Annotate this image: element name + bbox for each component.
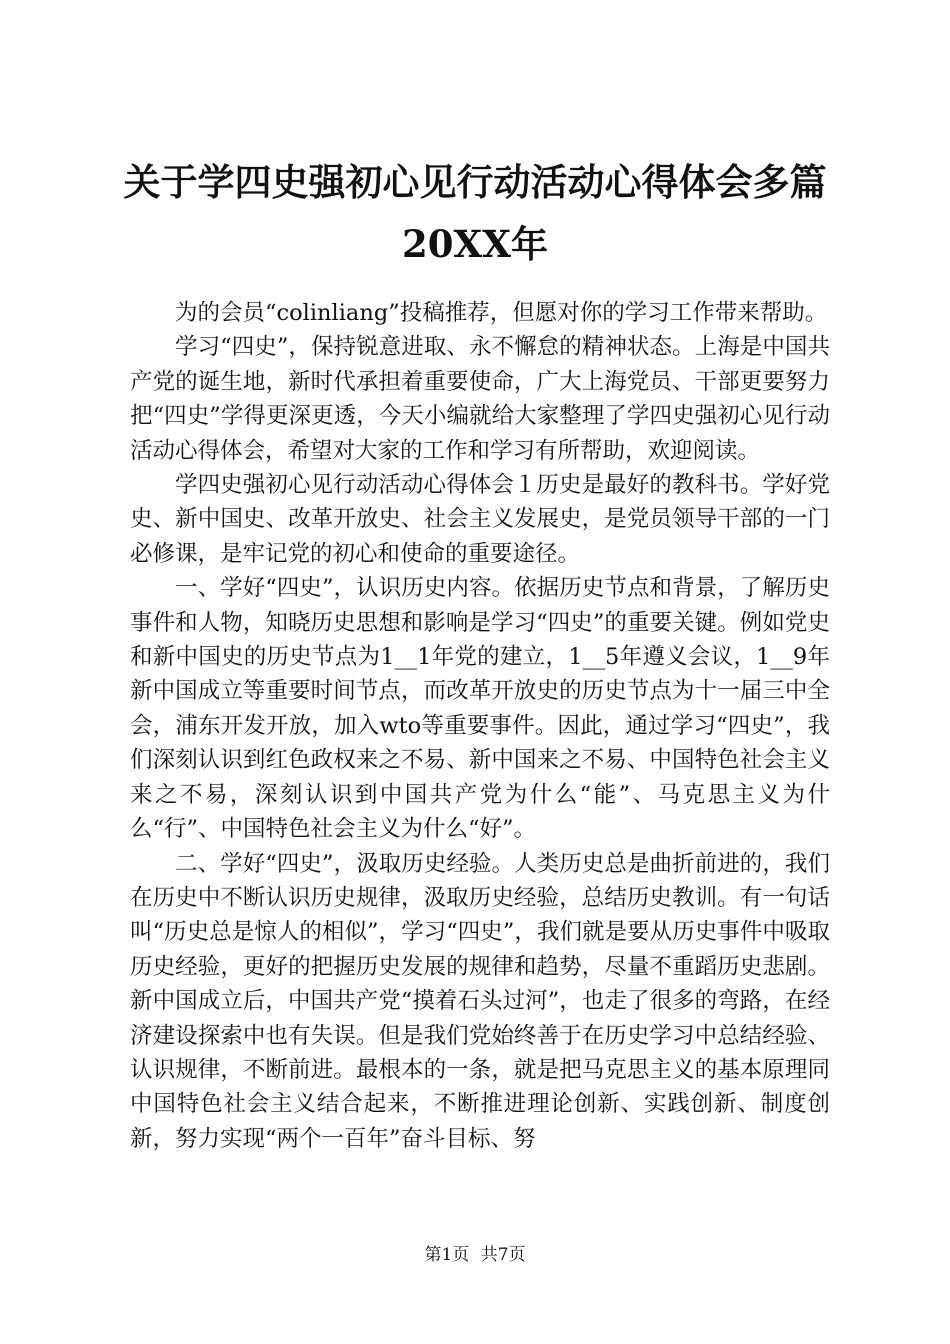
page-number-current: 第1页 <box>424 1245 470 1265</box>
paragraph-section-2: 二、学好“四史”，汲取历史经验。人类历史总是曲折前进的，我们在历史中不断认识历史规律，汲取历史经验，总结历史教训。有一句话叫“历史总是惊人的相似”，学习“四史”，我们就是要从历史事件中吸取历史经验，更好的把握历史发展的规律和趋势，尽量不重蹈历史悲剧。新中国成立后，中国共产党“摸着石头过河”，也走了很多的弯路，在经济建设探索中也有失误。但是我们党始终善于在历史学习中总结经验、认识规律，不断前进。最根本的一条，就是把马克思主义的基本原理同中国特色社会主义结合起来，不断推进理论创新、实践创新、制度创新，努力实现“两个一百年”奋斗目标、努 <box>130 850 830 1152</box>
document-title-line1: 关于学四史强初心见行动活动心得体会多篇 <box>123 160 827 204</box>
paragraph-section-1: 一、学好“四史”，认识历史内容。依据历史节点和背景，了解历史事件和人物，知晓历史思想和影响是学习“四史”的重要关键。例如党史和新中国史的历史节点为1__1年党的建立，1__5年遵义会议，1__9年新中国成立等重要时间节点，而改革开放史的历史节点为十一届三中全会，浦东开发开放，加入wto等重要事件。因此，通过学习“四史”，我们深刻认识到红色政权来之不易、新中国来之不易、中国特色社会主义来之不易，深刻认识到中国共产党为什么“能”、马克思主义为什么“行”、中国特色社会主义为什么“好”。 <box>130 575 830 843</box>
document-title-line2: 20XX年 <box>402 222 548 266</box>
page-footer <box>0 1244 950 1266</box>
paragraph-summary: 学习“四史”，保持锐意进取、永不懈怠的精神状态。上海是中国共产党的诞生地，新时代承担着重要使命，广大上海党员、干部更要努力把“四史”学得更深更透，今天小编就给大家整理了学四史强初心见行动活动心得体会，希望对大家的工作和学习有所帮助，欢迎阅读。 <box>130 334 830 464</box>
paragraph-essay-1-opening: 学四史强初心见行动活动心得体会１历史是最好的教科书。学好党史、新中国史、改革开放史、社会主义发展史，是党员领导干部的一门必修课，是牢记党的初心和使命的重要途径。 <box>130 472 830 567</box>
page-number-total: 共7页 <box>480 1245 526 1265</box>
paragraph-intro: 为的会员“colinliang”投稿推荐，但愿对你的学习工作带来帮助。 <box>175 300 828 326</box>
document-body <box>130 296 830 1156</box>
